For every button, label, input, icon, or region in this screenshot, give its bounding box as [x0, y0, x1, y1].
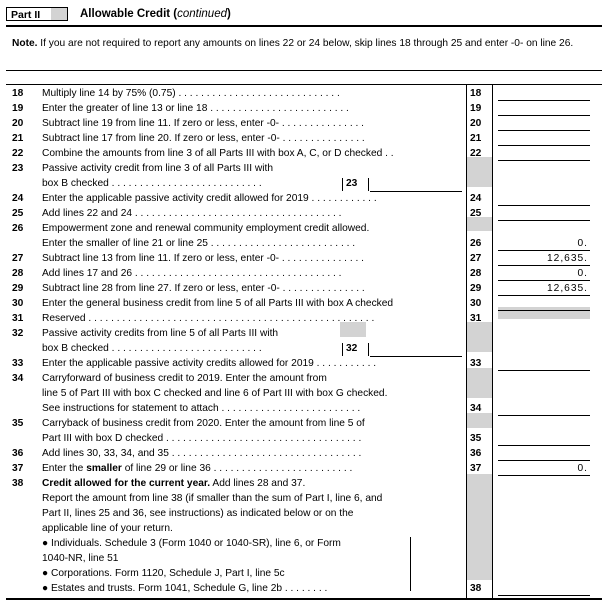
box-number: 28: [470, 268, 482, 279]
line-description: Subtract line 17 from line 20. If zero or less, enter -0- . . . . . . . . . . . . . . .: [42, 133, 365, 144]
amount-field[interactable]: [498, 220, 590, 221]
form-bottom-rule: [6, 598, 602, 600]
line-description: Subtract line 13 from line 11. If zero or less, enter -0- . . . . . . . . . . . . . . .: [42, 253, 364, 264]
line-number: 28: [12, 268, 24, 279]
shade-line34: [467, 368, 492, 398]
amount-value: 12,635.: [547, 283, 588, 294]
box-number: 38: [470, 583, 482, 594]
amount-field[interactable]: [498, 265, 590, 266]
shade-line38: [467, 474, 492, 580]
line-description: See instructions for statement to attach . . . . . . . . . . . . . . . . . . . . . . . . .: [42, 403, 361, 414]
box-number: 24: [470, 193, 482, 204]
amount-value: 0.: [577, 238, 588, 249]
line-description: Enter the smaller of line 21 or line 25 . . . . . . . . . . . . . . . . . . . . . . . . . .: [42, 238, 356, 249]
amount-field[interactable]: [498, 280, 590, 281]
line-number: 21: [12, 133, 24, 144]
line-description: Carryforward of business credit to 2019. Enter the amount from: [42, 373, 327, 384]
line-number: 36: [12, 448, 24, 459]
line-description: Empowerment zone and renewal community employment credit allowed.: [42, 223, 370, 234]
shade-line32: [467, 322, 492, 352]
line-number: 23: [12, 163, 24, 174]
line-description: Subtract line 19 from line 11. If zero or less, enter -0- . . . . . . . . . . . . . . .: [42, 118, 364, 129]
box-column-right: [492, 84, 493, 598]
line-number: 33: [12, 358, 24, 369]
line-number: 32: [12, 328, 24, 339]
box-number: 31: [470, 313, 482, 324]
box-column-left: [466, 84, 467, 598]
amount-field[interactable]: [498, 145, 590, 146]
line-description: Passive activity credit from line 3 of all Parts III with: [42, 163, 273, 174]
line-number: 19: [12, 103, 24, 114]
shade-line35: [467, 413, 492, 428]
shade-line26a: [467, 217, 492, 231]
box-number: 33: [470, 358, 482, 369]
line-description: Credit allowed for the current year. Add lines 28 and 37.: [42, 478, 306, 489]
box-number: 25: [470, 208, 482, 219]
amount-field[interactable]: [498, 115, 590, 116]
line-number: 34: [12, 373, 24, 384]
box-number: 35: [470, 433, 482, 444]
line-description: Multiply line 14 by 75% (0.75) . . . . . . . . . . . . . . . . . . . . . . . . . . . . .: [42, 88, 340, 99]
part-title: Allowable Credit (continued): [80, 8, 231, 20]
amount-value: 0.: [577, 268, 588, 279]
box-number: 19: [470, 103, 482, 114]
box-number: 30: [470, 298, 482, 309]
amount-field[interactable]: [498, 250, 590, 251]
line-description: Add lines 30, 33, 34, and 35 . . . . . . . . . . . . . . . . . . . . . . . . . . . . . . . . . .: [42, 448, 362, 459]
line-number: 38: [12, 478, 24, 489]
line-description: Part III with box D checked . . . . . . . . . . . . . . . . . . . . . . . . . . . . . . . . . . .: [42, 433, 362, 444]
sub-entry-line[interactable]: [370, 356, 462, 357]
line-description: Enter the greater of line 13 or line 18 . . . . . . . . . . . . . . . . . . . . . . . . .: [42, 103, 349, 114]
amount-field[interactable]: [498, 310, 590, 311]
box-number: 26: [470, 238, 482, 249]
part-tag: Part II: [6, 7, 68, 21]
amount-field[interactable]: [498, 415, 590, 416]
box-number: 37: [470, 463, 482, 474]
line-description: Enter the smaller of line 29 or line 36 . . . . . . . . . . . . . . . . . . . . . . . . .: [42, 463, 353, 474]
line-description: Enter the applicable passive activity credit allowed for 2019 . . . . . . . . . . . .: [42, 193, 377, 204]
note-text: Note. If you are not required to report any amounts on lines 22 or 24 below, skip lines 18 through 25 and enter -0- on line 26.: [12, 38, 574, 49]
line-description: Report the amount from line 38 (if smaller than the sum of Part I, line 6, and: [42, 493, 383, 504]
sub-entry-line[interactable]: [370, 191, 462, 192]
bullets-bracket: [402, 537, 411, 591]
amount-field[interactable]: [498, 100, 590, 101]
line-description: ● Individuals. Schedule 3 (Form 1040 or 1040-SR), line 6, or Form: [42, 538, 341, 549]
line-description: Subtract line 28 from line 27. If zero or less, enter -0- . . . . . . . . . . . . . . .: [42, 283, 365, 294]
amount-field[interactable]: [498, 370, 590, 371]
amount-field[interactable]: [498, 295, 590, 296]
box-number: 36: [470, 448, 482, 459]
line-description: ● Corporations. Form 1120, Schedule J, Part I, line 5c: [42, 568, 285, 579]
shade-line23: [467, 157, 492, 187]
table-top-rule: [6, 84, 602, 85]
line-number: 31: [12, 313, 24, 324]
line-number: 22: [12, 148, 24, 159]
amount-field[interactable]: [498, 445, 590, 446]
sub-entry-divider: [368, 178, 369, 191]
sub-box-number: 32: [342, 343, 357, 356]
line-description: box B checked . . . . . . . . . . . . . . . . . . . . . . . . . . .: [42, 343, 262, 354]
line-description: Combine the amounts from line 3 of all Parts III with box A, C, or D checked . .: [42, 148, 394, 159]
box-number: 18: [470, 88, 482, 99]
line-number: 18: [12, 88, 24, 99]
amount-field[interactable]: [498, 595, 590, 596]
box-number: 29: [470, 283, 482, 294]
line-number: 35: [12, 418, 24, 429]
shade-reserved: [498, 307, 590, 319]
box-number: 22: [470, 148, 482, 159]
line-number: 37: [12, 463, 24, 474]
line-description: applicable line of your return.: [42, 523, 173, 534]
line-description: line 5 of Part III with box C checked and line 6 of Part III with box G checked.: [42, 388, 388, 399]
box-number: 20: [470, 118, 482, 129]
line-description: Passive activity credits from line 5 of all Parts III with: [42, 328, 279, 339]
note-divider: [6, 70, 602, 71]
line-description: Add lines 17 and 26 . . . . . . . . . . . . . . . . . . . . . . . . . . . . . . . . . . . . .: [42, 268, 342, 279]
line-number: 26: [12, 223, 24, 234]
line-description: Carryback of business credit from 2020. Enter the amount from line 5 of: [42, 418, 365, 429]
line-number: 20: [12, 118, 24, 129]
sub-box-number: 23: [342, 178, 357, 191]
line-description: 1040-NR, line 51: [42, 553, 119, 564]
box-number: 34: [470, 403, 482, 414]
line-number: 27: [12, 253, 24, 264]
amount-field[interactable]: [498, 160, 590, 161]
amount-field[interactable]: [498, 205, 590, 206]
box-number: 21: [470, 133, 482, 144]
line-number: 25: [12, 208, 24, 219]
sub-entry-divider: [368, 343, 369, 356]
line-description: box B checked . . . . . . . . . . . . . . . . . . . . . . . . . . .: [42, 178, 262, 189]
box-number: 27: [470, 253, 482, 264]
line-description: Part II, lines 25 and 36, see instructions) as indicated below or on the: [42, 508, 354, 519]
line-description: Enter the applicable passive activity credits allowed for 2019 . . . . . . . . . . .: [42, 358, 377, 369]
line-description: Add lines 22 and 24 . . . . . . . . . . . . . . . . . . . . . . . . . . . . . . . . . . . . .: [42, 208, 342, 219]
line-description: Enter the general business credit from line 5 of all Parts III with box A checked: [42, 298, 394, 309]
line-number: 24: [12, 193, 24, 204]
amount-field[interactable]: [498, 475, 590, 476]
amount-value: 0.: [577, 463, 588, 474]
amount-field[interactable]: [498, 130, 590, 131]
amount-field[interactable]: [498, 460, 590, 461]
line-description: Reserved . . . . . . . . . . . . . . . . . . . . . . . . . . . . . . . . . . . . . . . . . . . . . . . . . . .: [42, 313, 375, 324]
line-number: 30: [12, 298, 24, 309]
line-description: ● Estates and trusts. Form 1041, Schedule G, line 2b . . . . . . . .: [42, 583, 328, 594]
line-number: 29: [12, 283, 24, 294]
amount-value: 12,635.: [547, 253, 588, 264]
